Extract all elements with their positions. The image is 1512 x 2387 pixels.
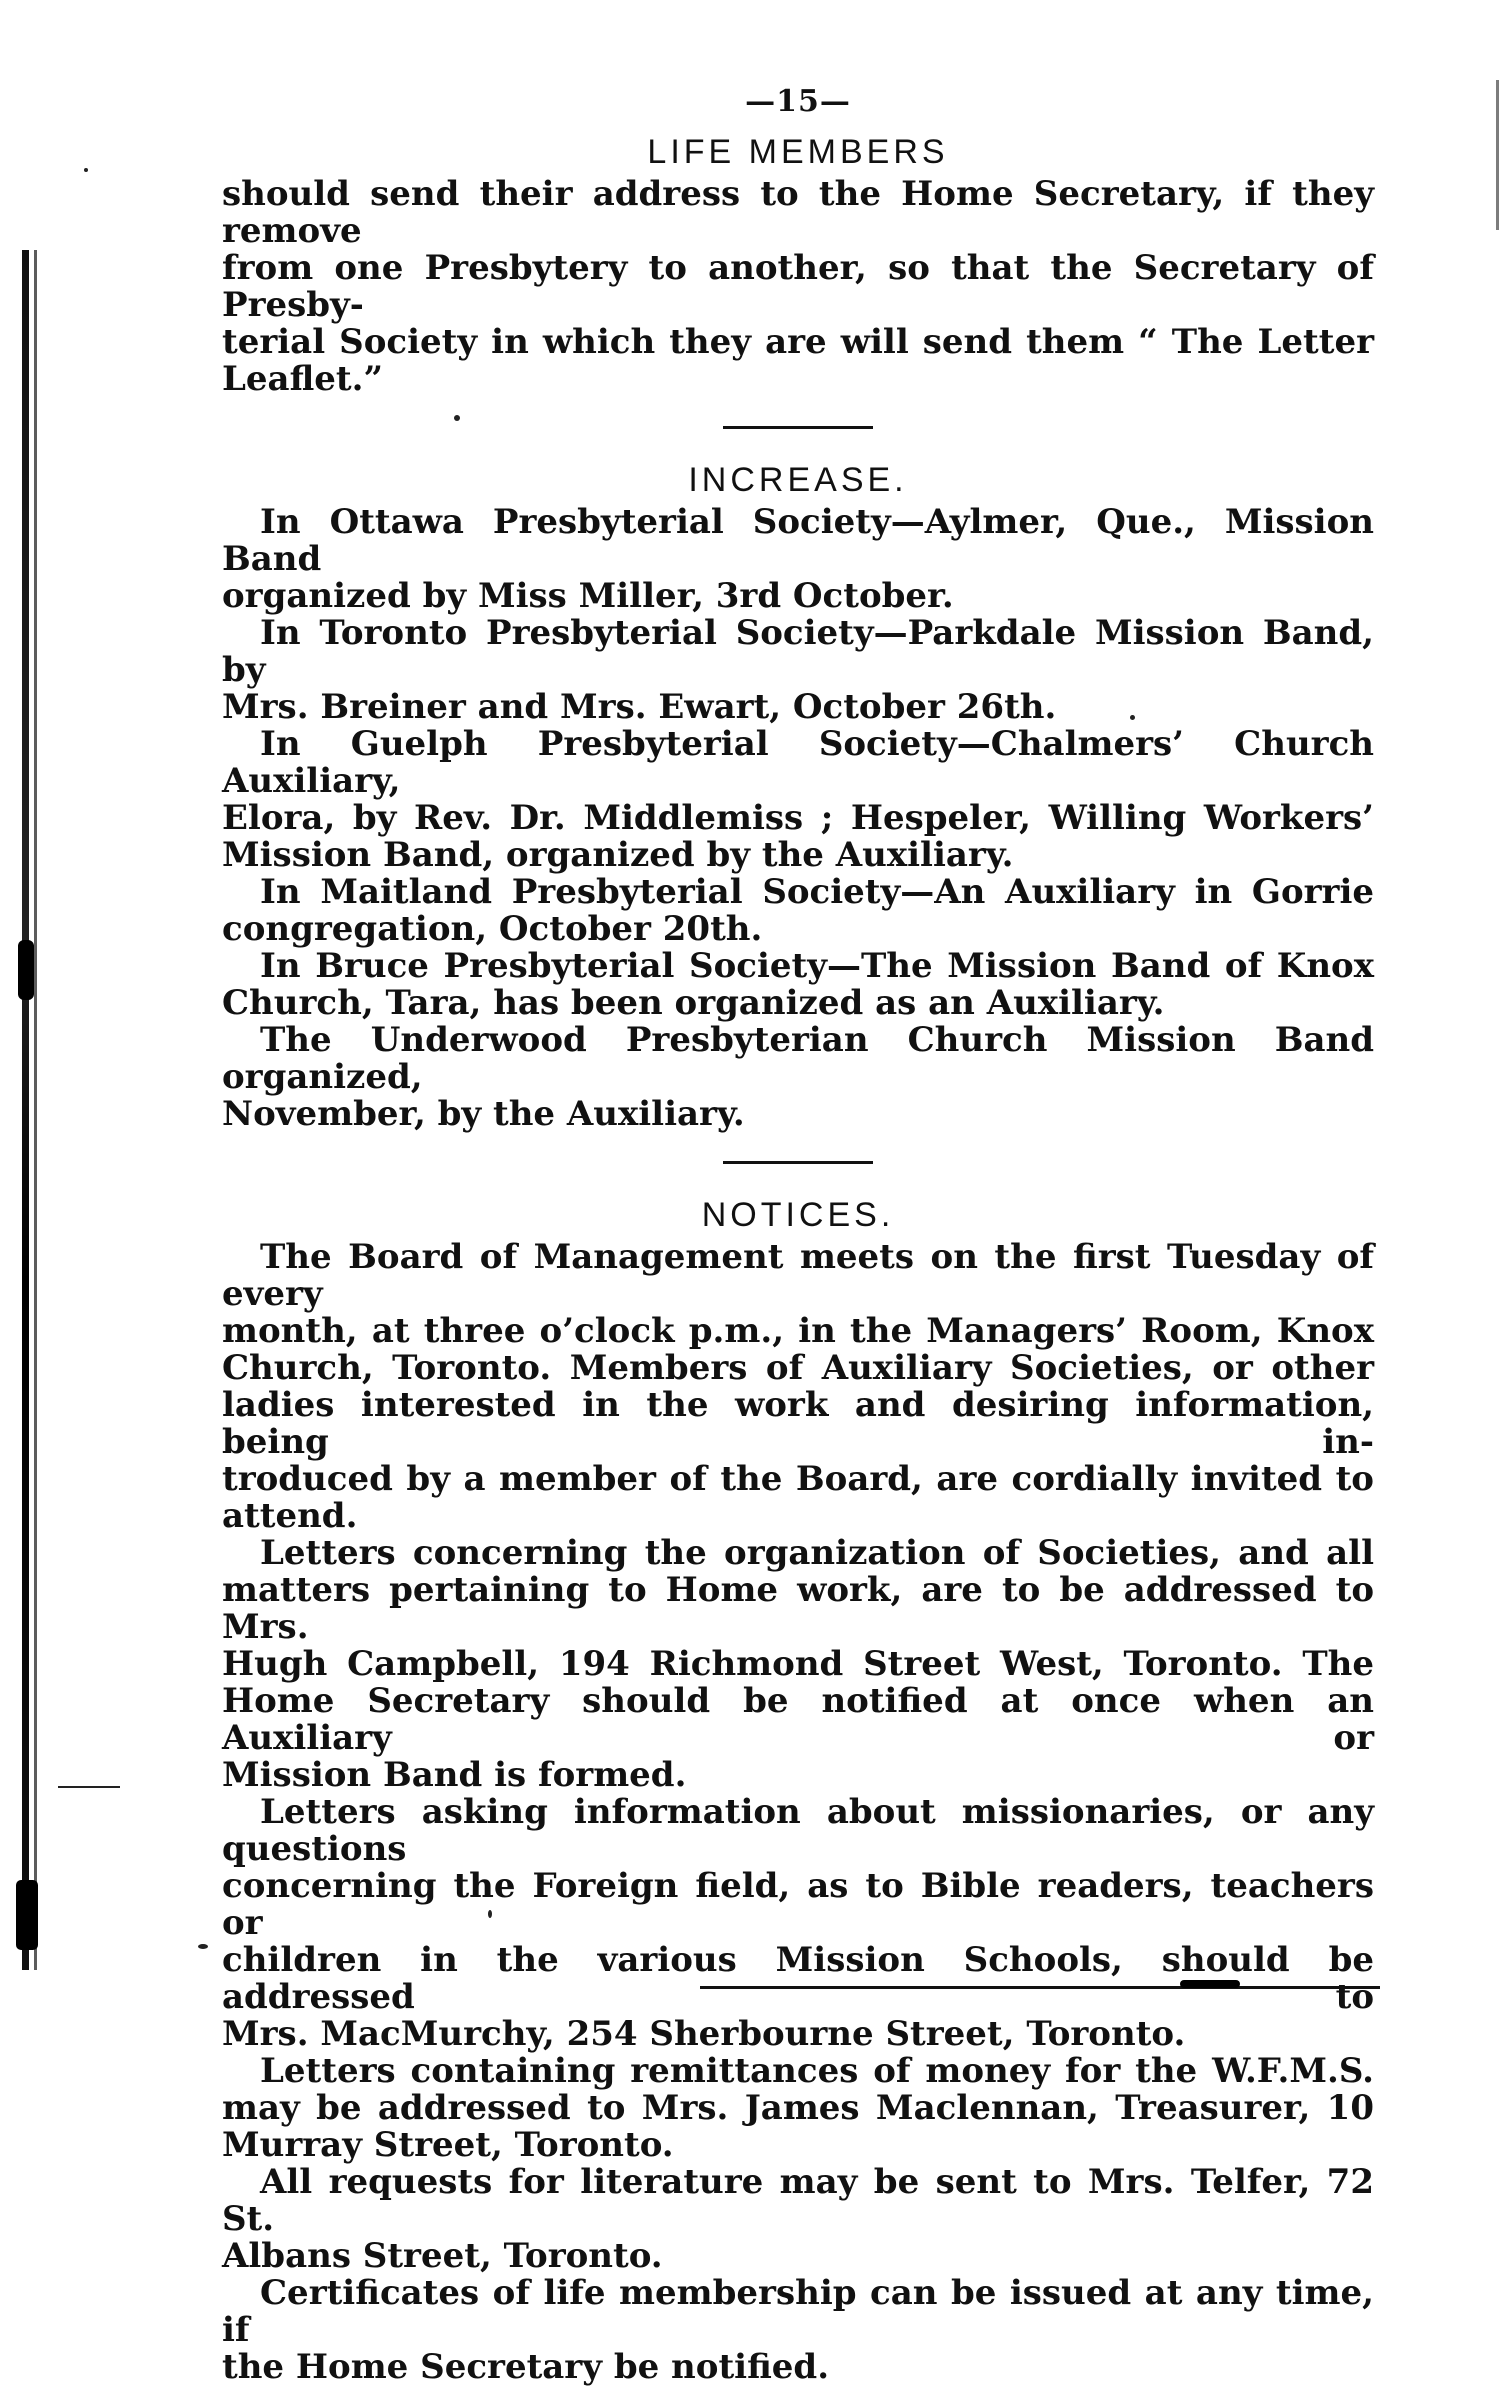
text-line: Church, Toronto. Members of Auxiliary Societies, or other — [222, 1348, 1374, 1388]
text-line: Mrs. MacMurchy, 254 Sherbourne Street, Toronto. — [222, 2014, 1186, 2054]
page-edge-mark-bottom — [16, 1880, 38, 1950]
text-line: the Home Secretary be notified. — [222, 2347, 830, 2387]
text-column — [222, 84, 1374, 2386]
text-line: should send their address to the Home Secretary, if they remove — [222, 174, 1374, 251]
text-line: Mrs. Breiner and Mrs. Ewart, October 26th. — [222, 687, 1057, 727]
text-line: ladies interested in the work and desiring information, being in- — [222, 1385, 1374, 1462]
text-line: may be addressed to Mrs. James Maclennan, Treasurer, 10 — [222, 2088, 1374, 2128]
page-edge-right — [1496, 80, 1499, 230]
page-number: —15— — [745, 84, 851, 119]
text-line: In Toronto Presbyterial Society—Parkdale Mission Band, by — [222, 613, 1374, 690]
text-line: organized by Miss Miller, 3rd October. — [222, 576, 954, 616]
text-line: All requests for literature may be sent to Mrs. Telfer, 72 St. — [222, 2162, 1374, 2239]
text-line: month, at three o’clock p.m., in the Managers’ Room, Knox — [222, 1311, 1374, 1351]
paragraph — [222, 504, 1374, 615]
text-line: terial Society in which they are will send them “ The Letter — [222, 322, 1374, 362]
paragraph — [222, 1239, 1374, 1535]
text-line: In Maitland Presbyterial Society—An Auxiliary in Gorrie — [260, 872, 1374, 912]
paragraph — [222, 1022, 1374, 1133]
text-line: Elora, by Rev. Dr. Middlemiss ; Hespeler, Willing Workers’ — [222, 798, 1374, 838]
section-heading-notices: NOTICES. — [701, 1196, 895, 1234]
text-line: Murray Street, Toronto. — [222, 2125, 674, 2165]
section-increase — [222, 461, 1374, 1133]
text-line: Leaflet.” — [222, 359, 384, 399]
text-line: Mission Band is formed. — [222, 1755, 687, 1795]
section-divider — [723, 1161, 873, 1164]
text-line: The Underwood Presbyterian Church Mission Band organized, — [222, 1020, 1374, 1097]
page-edge-mark — [18, 940, 34, 1000]
paragraph — [222, 874, 1374, 948]
section-divider — [723, 426, 873, 429]
paragraph — [222, 948, 1374, 1022]
text-line: concerning the Foreign field, as to Bible readers, teachers or — [222, 1866, 1374, 1943]
text-line: Hugh Campbell, 194 Richmond Street West, Toronto. The — [222, 1644, 1374, 1684]
text-line: Mission Band, organized by the Auxiliary. — [222, 835, 1014, 875]
paragraph — [222, 176, 1374, 398]
text-line: congregation, October 20th. — [222, 909, 763, 949]
page-edge-left-shadow — [34, 250, 37, 1970]
section-heading-increase: INCREASE. — [688, 461, 908, 499]
text-line: Albans Street, Toronto. — [222, 2236, 663, 2276]
text-line: Letters asking information about missionaries, or any questions — [222, 1792, 1374, 1869]
text-line: November, by the Auxiliary. — [222, 1094, 745, 1134]
text-line: Certificates of life membership can be issued at any time, if — [222, 2273, 1374, 2350]
text-line: from one Presbytery to another, so that the Secretary of Presby- — [222, 248, 1374, 325]
paragraph — [222, 615, 1374, 726]
section-notices — [222, 1196, 1374, 2386]
margin-dash — [58, 1786, 120, 1788]
text-line: children in the various Mission Schools, should be addressed to — [222, 1940, 1374, 2017]
paragraph — [222, 2164, 1374, 2275]
text-line: In Bruce Presbyterial Society—The Mission Band of Knox — [260, 946, 1374, 986]
text-line: troduced by a member of the Board, are cordially invited to attend. — [222, 1459, 1374, 1536]
paragraph — [222, 1535, 1374, 1794]
text-line: Church, Tara, has been organized as an Auxiliary. — [222, 983, 1165, 1023]
ink-speck — [198, 1944, 208, 1949]
section-heading-life-members: LIFE MEMBERS — [647, 133, 949, 171]
text-line: In Ottawa Presbyterial Society—Aylmer, Que., Mission Band — [222, 502, 1374, 579]
paragraph — [222, 1794, 1374, 2053]
ink-speck — [84, 168, 88, 172]
text-line: Home Secretary should be notified at once when an Auxiliary or — [222, 1681, 1374, 1758]
text-line: The Board of Management meets on the first Tuesday of every — [222, 1237, 1374, 1314]
text-line: In Guelph Presbyterial Society—Chalmers’ Church Auxiliary, — [222, 724, 1374, 801]
paragraph — [222, 2275, 1374, 2386]
text-line: Letters concerning the organization of Societies, and all — [260, 1533, 1374, 1573]
text-line: Letters containing remittances of money for the W.F.M.S. — [260, 2051, 1374, 2091]
section-life-members — [222, 133, 1374, 398]
paragraph — [222, 726, 1374, 874]
paragraph — [222, 2053, 1374, 2164]
text-line: matters pertaining to Home work, are to be addressed to Mrs. — [222, 1570, 1374, 1647]
page-edge-left — [22, 250, 29, 1970]
